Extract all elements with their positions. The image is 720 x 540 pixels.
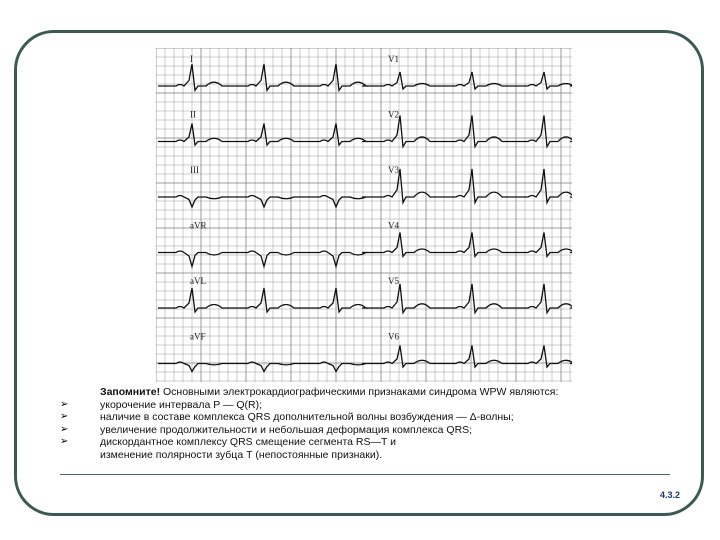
lead-label: I [190, 54, 193, 64]
lead-label: II [190, 109, 196, 120]
ecg-trace [366, 346, 572, 368]
ecg-trace [158, 64, 366, 90]
lead-label: aVL [190, 276, 206, 286]
list-item [60, 399, 660, 412]
arrow-bullet-icon: ➢ [60, 423, 69, 435]
lead-label: V3 [388, 165, 399, 175]
ecg-trace [158, 124, 366, 146]
list-item-text: наличие в составе комплекса QRS дополнительной волны возбуждения — Δ-волны; [100, 411, 514, 423]
note-intro-text: Основными электрокардиографическими признаками синдрома WPW являются: [160, 386, 559, 398]
lead-label: V2 [388, 109, 399, 120]
list-continuation: изменение полярности зубца Т (непостоянные признаки). [100, 448, 383, 461]
arrow-bullet-icon: ➢ [60, 411, 69, 422]
ecg-figure [156, 48, 572, 382]
ecg-trace [366, 284, 572, 313]
slide-number: 4.3.2 [659, 490, 680, 500]
arrow-bullet-icon: ➢ [60, 398, 69, 410]
ecg-trace [366, 72, 572, 89]
lead-label: III [190, 165, 199, 175]
list-item-text: укорочение интервала P — Q(R); [100, 398, 263, 411]
list-item-text: дискордантное комплексу QRS смещение сегмента RS—T и [100, 436, 396, 448]
criteria-list [60, 399, 660, 449]
lead-label: aVF [190, 331, 206, 342]
list-item [60, 436, 660, 449]
lead-label: V4 [388, 220, 399, 231]
ecg-traces [158, 64, 572, 372]
note-intro [60, 386, 660, 399]
ecg-grid [156, 48, 572, 382]
arrow-bullet-icon: ➢ [60, 436, 69, 447]
ecg-trace [366, 233, 572, 257]
note-intro-bold: Запомните! [100, 386, 161, 398]
list-item-text: увеличение продолжительности и небольшая деформация комплекса QRS; [100, 423, 473, 436]
list-item [60, 411, 660, 424]
lead-label: V6 [388, 331, 399, 342]
note-block [60, 386, 660, 461]
lead-label: aVR [190, 220, 207, 231]
list-item [60, 424, 660, 437]
footer-rule [60, 474, 670, 475]
lead-label: V5 [388, 276, 399, 286]
lead-label: V1 [388, 54, 399, 64]
